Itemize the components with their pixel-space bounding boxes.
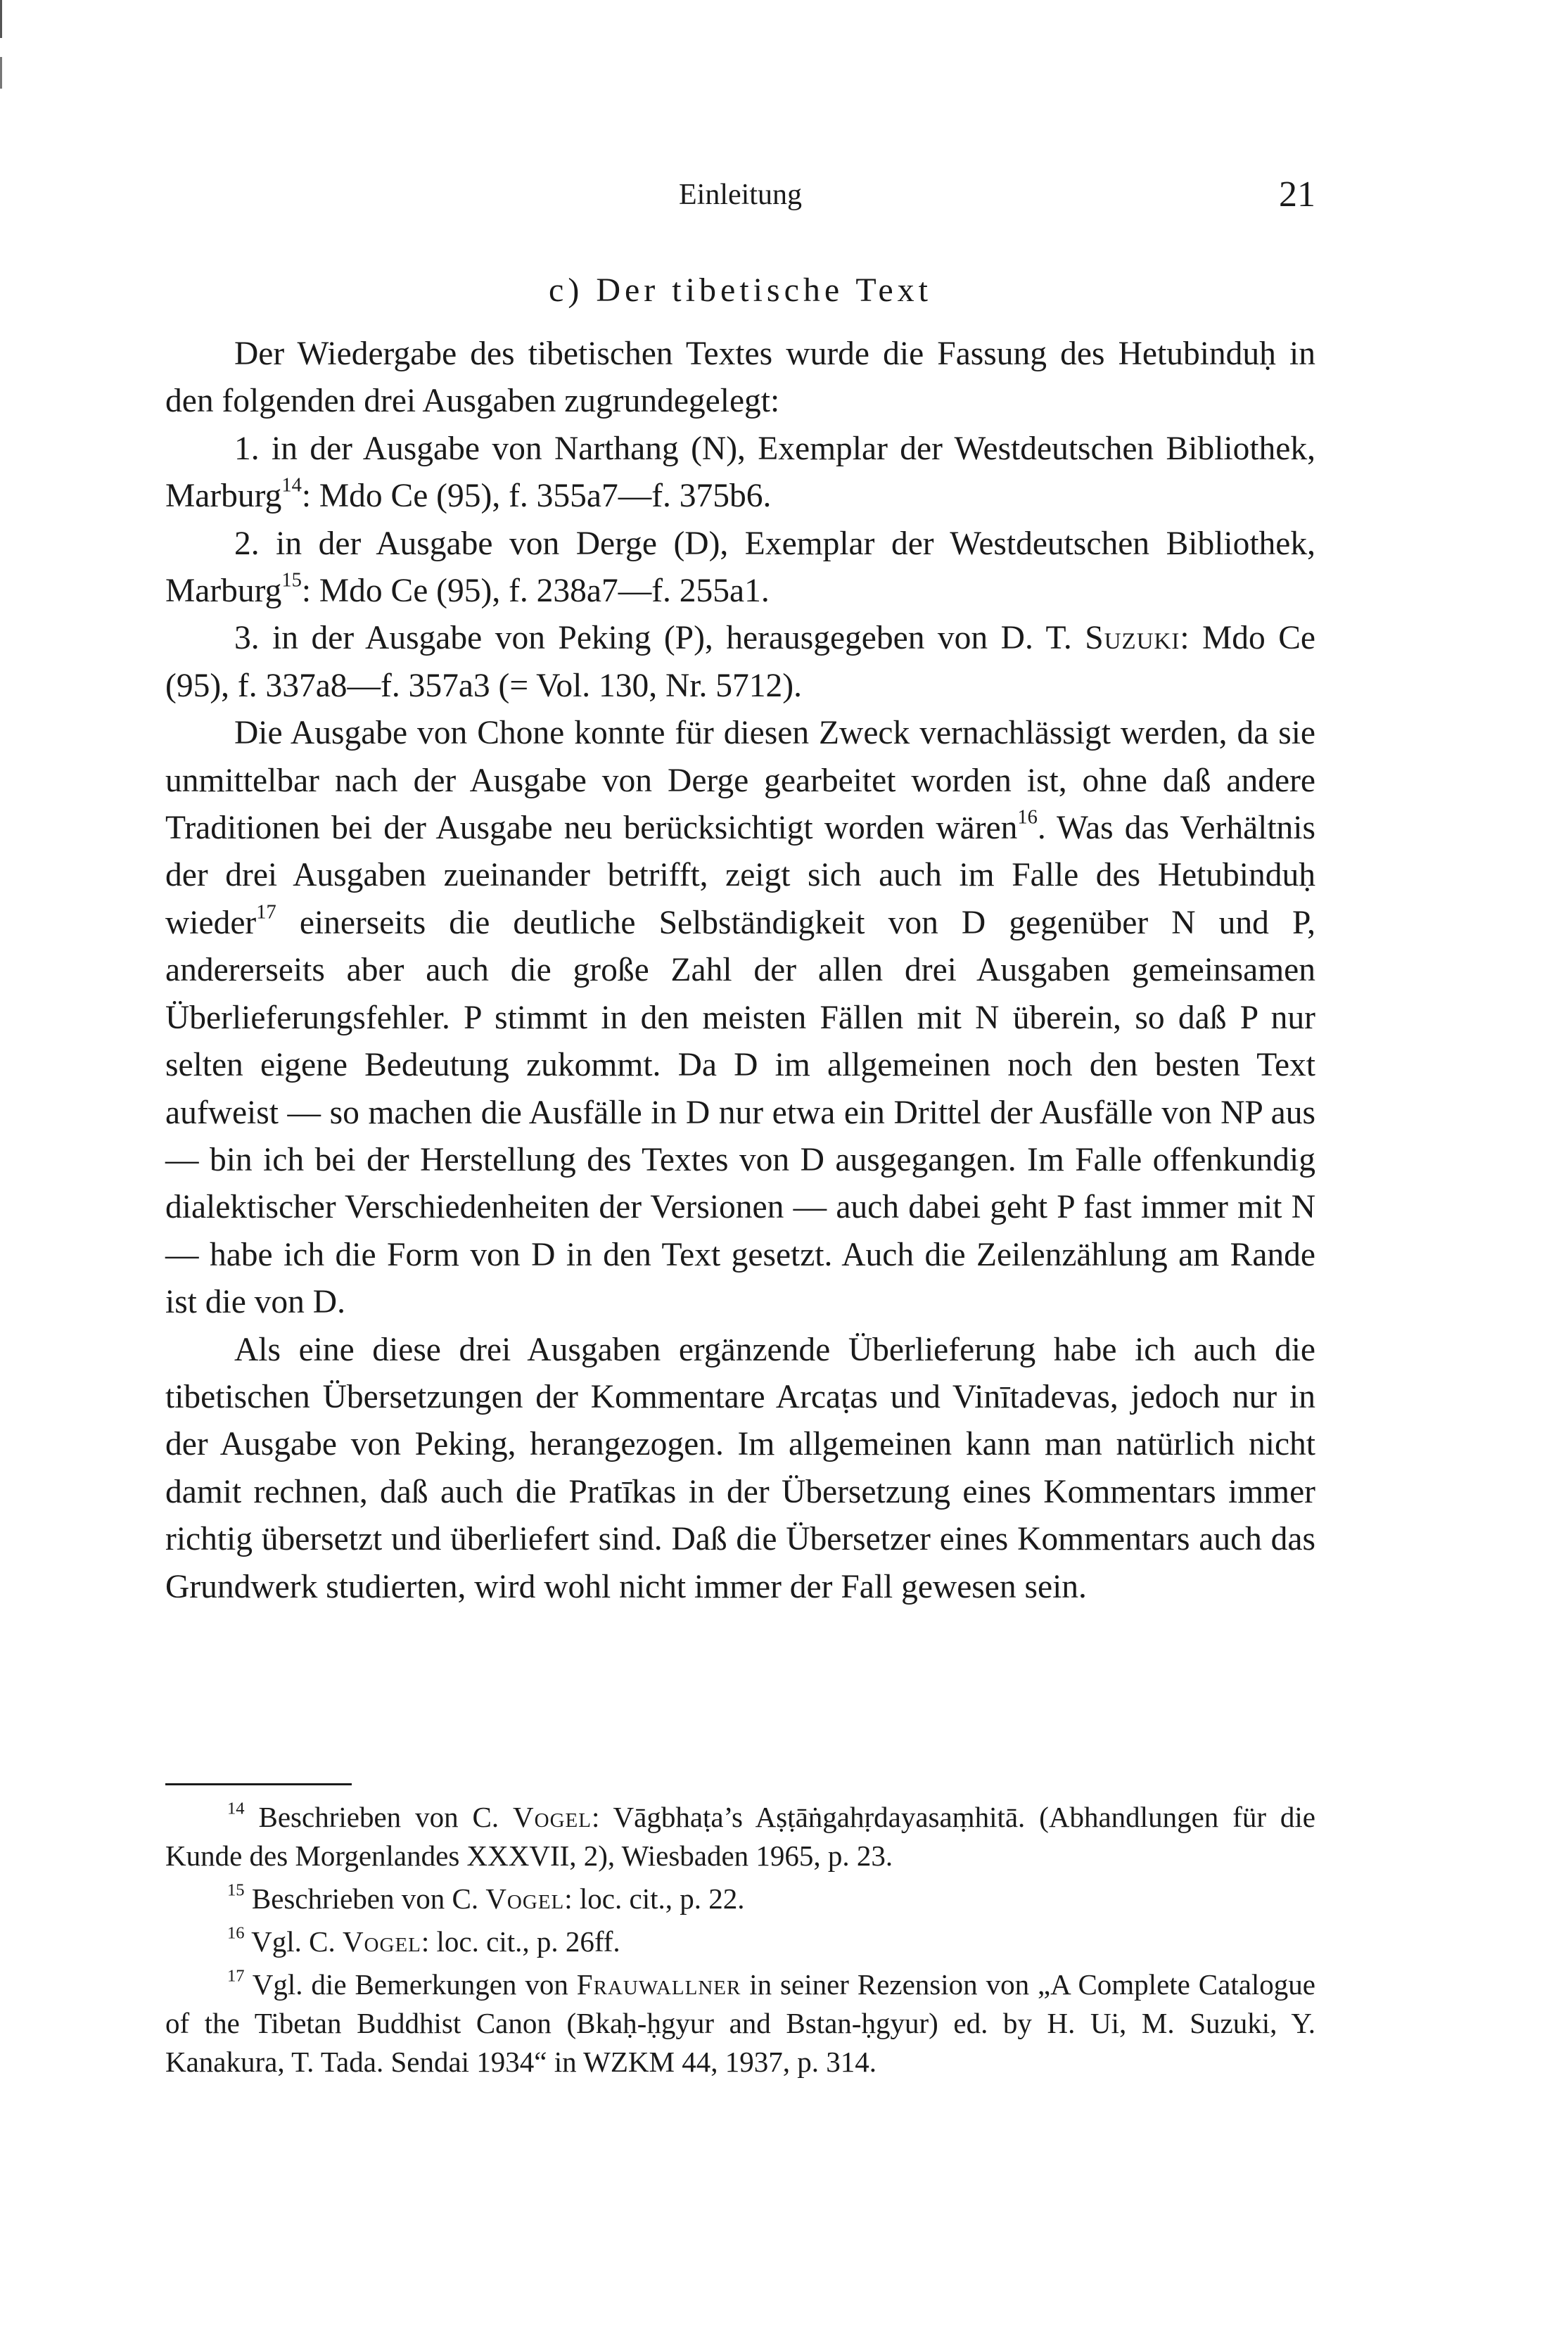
- paragraph-1-part-c: einerseits die deutliche Selbständigkeit von D gegenüber N und P, andererseits aber auch die große Zahl der allen drei Ausgaben gemeinsamen Überlieferungsfehler. P stimmt in den meisten Fällen mit N überein, so daß P nur selten eigene Bedeutung zukommt. Da D im allgemeinen noch den besten Text aufweist — so machen die Ausfälle in D nur etwa ein Drittel der Ausfälle von NP aus — bin ich bei der Herstellung des Textes von D ausgegangen. Im Falle offenkundig dialektischer Verschiedenheiten der Versionen — auch dabei geht P fast immer mit N — habe ich die Form von D in den Text gesetzt. Auch die Zeilenzählung am Rande ist die von D.: [165, 904, 1315, 1321]
- footnote-text: Beschrieben von C.: [244, 1882, 486, 1915]
- footnote-text: Vgl. C.: [244, 1925, 343, 1958]
- item-2-rest: : Mdo Ce (95), f. 238a7—f. 255a1.: [301, 573, 770, 610]
- footnote-number: 16: [227, 1923, 245, 1943]
- item-1-text: 1. in der Ausgabe von Narthang (N), Exemplar der Westdeutschen Bibliothek, Marburg: [165, 430, 1315, 515]
- intro-text: Der Wiedergabe des tibetischen Textes wurde die Fassung des Hetubinduḥ in den folgenden drei Ausgaben zugrundegelegt:: [165, 336, 1315, 420]
- footnote-text: : Vāgbhaṭa’s Aṣṭāṅgahṛdayasaṃhitā. (Abhandlungen für die Kunde des Morgenlandes XXXVII, 2), Wiesbaden 1965, p. 23.: [165, 1801, 1316, 1872]
- footnote-text: Vgl. die Bemerkungen von: [244, 1968, 577, 2001]
- item-3-text: 3. in der Ausgabe von Peking (P), herausgegeben von D. T.: [234, 620, 1085, 657]
- footnote-17: [165, 1965, 1315, 2081]
- author-name: Vogel: [485, 1882, 565, 1915]
- edition-item-3: [165, 615, 1315, 710]
- running-title: Einleitung: [679, 179, 802, 211]
- intro-paragraph: [165, 331, 1315, 426]
- body-text: [165, 331, 1315, 1611]
- footnote-number: 15: [227, 1880, 245, 1900]
- paragraph-1: [165, 710, 1315, 1326]
- footnote-number: 14: [227, 1799, 245, 1818]
- footnote-text: in seiner Rezension von „A Complete Catalogue of the Tibetan Buddhist Canon (Bkaḥ-ḥgyur and Bstan-ḥgyur) ed. by H. Ui, M. Suzuki, Y. Kanakura, T. Tada. Sendai 1934“ in WZKM 44, 1937, p. 314.: [165, 1968, 1315, 2078]
- scan-edge-marks: [0, 0, 2, 127]
- author-name: Vogel: [342, 1925, 421, 1958]
- footnote-number: 17: [227, 1966, 245, 1986]
- footnote-text: : loc. cit., p. 22.: [564, 1882, 745, 1915]
- running-head: [165, 170, 1315, 219]
- edition-item-1: [165, 426, 1315, 521]
- author-name: Frauwallner: [576, 1968, 741, 2001]
- author-name: Vogel: [513, 1801, 592, 1833]
- edition-item-2: [165, 521, 1315, 616]
- footnote-15: [165, 1880, 1315, 1918]
- footnote-ref-15[interactable]: 15: [281, 569, 302, 592]
- footnote-14: [165, 1798, 1315, 1875]
- footnote-16: [165, 1923, 1315, 1961]
- footnote-ref-16[interactable]: 16: [1017, 806, 1038, 829]
- footnotes: [165, 1798, 1315, 2086]
- paragraph-1-part-a: Die Ausgabe von Chone konnte für diesen Zweck vernachlässigt werden, da sie unmittelbar nach der Ausgabe von Derge gearbeitet worden ist, ohne daß andere Traditionen bei der Ausgabe neu berücksichtigt worden wären: [165, 715, 1315, 847]
- footnote-divider: [165, 1783, 352, 1785]
- item-3-rest: : Mdo Ce (95), f. 337a8—f. 357a3 (= Vol. 130, Nr. 5712).: [165, 620, 1315, 704]
- page-number: 21: [1279, 174, 1315, 215]
- footnote-text: Beschrieben von C.: [244, 1801, 514, 1833]
- item-1-rest: : Mdo Ce (95), f. 355a7—f. 375b6.: [301, 478, 772, 515]
- footnote-text: : loc. cit., p. 26ff.: [421, 1925, 620, 1958]
- author-name: Suzuki: [1085, 620, 1180, 657]
- paragraph-2: [165, 1327, 1315, 1611]
- section-heading: c) Der tibetische Text: [549, 272, 932, 309]
- paragraph-2-text: Als eine diese drei Ausgaben ergänzende Überlieferung habe ich auch die tibetischen Übersetzungen der Kommentare Arcaṭas und Vinītadevas, jedoch nur in der Ausgabe von Peking, herangezogen. Im allgemeinen kann man natürlich nicht damit rechnen, daß auch die Pratīkas in der Übersetzung eines Kommentars immer richtig übersetzt und überliefert sind. Daß die Übersetzer eines Kommentars auch das Grundwerk studierten, wird wohl nicht immer der Fall gewesen sein.: [165, 1331, 1315, 1605]
- item-2-text: 2. in der Ausgabe von Derge (D), Exemplar der Westdeutschen Bibliothek, Marburg: [165, 525, 1315, 610]
- paragraph-1-part-b: . Was das Verhältnis der drei Ausgaben zueinander betrifft, zeigt sich auch im Falle des Hetubinduḥ wieder: [165, 810, 1315, 941]
- footnote-ref-14[interactable]: 14: [281, 474, 302, 497]
- footnote-ref-17[interactable]: 17: [256, 901, 276, 924]
